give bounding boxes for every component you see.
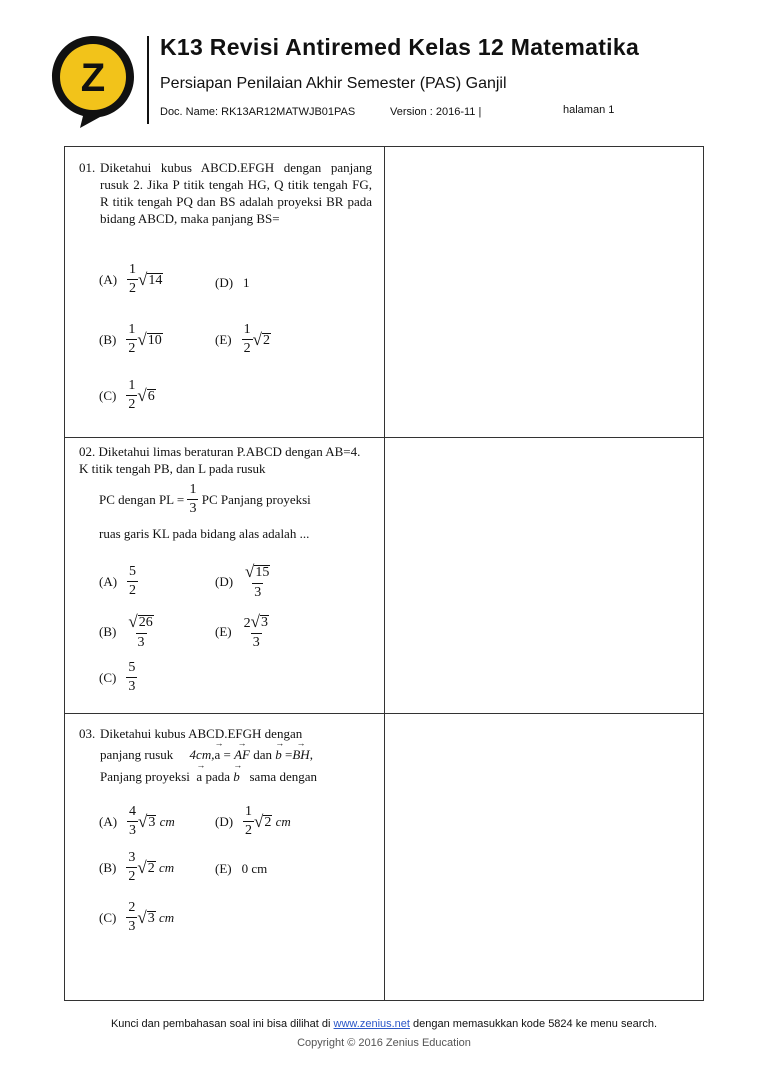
option-c: (C) $\frac{2}{3}$ √ 3 cm <box>99 900 175 934</box>
question-3-stem-line-2: panjang rusuk 4cm, → a = → AF dan → b = → BH , <box>100 747 313 763</box>
square-root: √ 2 <box>252 329 270 349</box>
fraction: $\frac{5}{3}$ <box>128 660 136 694</box>
square-root: √ 2 <box>254 811 272 831</box>
logo-letter: Z <box>80 56 106 100</box>
question-number: 02. <box>79 444 96 459</box>
square-root: √ 3 <box>137 907 155 927</box>
fraction: $\frac{1}{2}$ <box>128 378 136 412</box>
question-sheet <box>64 146 704 1001</box>
option-d: (D) 1 <box>215 275 250 290</box>
fraction: $\frac{4}{3}$ <box>129 804 137 838</box>
document-subtitle: Persiapan Penilaian Akhir Semester (PAS) Ganjil <box>160 75 507 92</box>
fraction: $\frac{1}{2}$ <box>245 804 253 838</box>
fraction: $\frac{1}{3}$ <box>189 482 197 516</box>
option-d: (D) $\frac{1}{2}$ √ 2 cm <box>215 804 291 838</box>
question-3 <box>79 725 372 742</box>
doc-version: Version : 2016-11 | <box>390 106 482 118</box>
fraction: $\frac{1}{2}$ <box>243 322 251 356</box>
square-root: √ 3 <box>138 811 156 831</box>
row-divider-1 <box>65 437 703 438</box>
question-stem: Diketahui kubus ABCD.EFGH dengan panjang rusuk 2. Jika P titik tengah HG, Q titik tengah FG, R titik tengah PQ dan BS adalah proyeksi BR pada bidang ABCD, maka panjang BS= <box>100 160 372 226</box>
option-e: (E) 0 cm <box>215 861 268 876</box>
square-root: √ 14 <box>138 269 163 289</box>
fraction: $\frac{3}{2}$ <box>128 850 136 884</box>
option-b: (B) √ 26 3 <box>99 613 156 650</box>
footer-note: Kunci dan pembahasan soal ini bisa dilihat di www.zenius.net dengan memasukkan kode 5824 ke menu search. <box>110 1018 658 1030</box>
question-2 <box>79 443 372 477</box>
question-number: 01. <box>79 160 96 175</box>
option-a: (A) $\frac{4}{3}$ √ 3 cm <box>99 804 175 838</box>
fraction: $\frac{5}{2}$ <box>129 564 137 598</box>
zenius-link[interactable]: www.zenius.net <box>333 1018 410 1030</box>
zenius-logo <box>50 34 136 130</box>
row-divider-2 <box>65 713 703 714</box>
fraction: $\frac{1}{2}$ <box>129 262 137 296</box>
option-d: (D) √ 15 3 <box>215 563 272 600</box>
fraction: √ 15 3 <box>245 562 270 600</box>
square-root: √ 6 <box>137 385 155 405</box>
question-1 <box>79 159 372 227</box>
doc-name: Doc. Name: RK13AR12MATWJB01PAS <box>160 106 356 118</box>
question-2-stem-line-3: ruas garis KL pada bidang alas adalah ... <box>99 526 310 541</box>
option-c: (C) $\frac{5}{3}$ <box>99 660 136 694</box>
question-3-stem-line-3: Panjang proyeksi → a pada → b sama dengan <box>100 769 317 785</box>
option-a: (A) $\frac{1}{2}$ √ 14 <box>99 262 163 296</box>
copyright: Copyright © 2016 Zenius Education <box>297 1037 471 1049</box>
fraction: √ 26 3 <box>128 612 153 650</box>
header-divider <box>147 36 149 124</box>
square-root: √ 10 <box>137 329 162 349</box>
page-number: halaman 1 <box>563 104 615 116</box>
option-e: (E) 2 √ 3 3 <box>215 613 271 650</box>
option-b: (B) $\frac{3}{2}$ √ 2 cm <box>99 850 175 884</box>
fraction: $\frac{1}{2}$ <box>128 322 136 356</box>
question-number: 03. <box>79 726 96 741</box>
option-e: (E) $\frac{1}{2}$ √ 2 <box>215 322 270 356</box>
fraction: $\frac{2}{3}$ <box>128 900 136 934</box>
question-2-stem-line-2: PC dengan PL = $\frac{1}{3}$ PC Panjang proyeksi <box>99 482 311 516</box>
question-stem-line-1: Diketahui limas beraturan P.ABCD dengan AB=4. K titik tengah PB, dan L pada rusuk <box>79 444 361 476</box>
column-divider <box>384 147 385 1000</box>
option-b: (B) $\frac{1}{2}$ √ 10 <box>99 322 162 356</box>
fraction: 2 √ 3 3 <box>243 612 268 650</box>
document-title: K13 Revisi Antiremed Kelas 12 Matematika <box>160 34 640 60</box>
question-stem-line-1: Diketahui kubus ABCD.EFGH dengan <box>100 726 303 741</box>
square-root: √ 2 <box>137 857 155 877</box>
option-a: (A) $\frac{5}{2}$ <box>99 564 137 598</box>
option-c: (C) $\frac{1}{2}$ √ 6 <box>99 378 155 412</box>
